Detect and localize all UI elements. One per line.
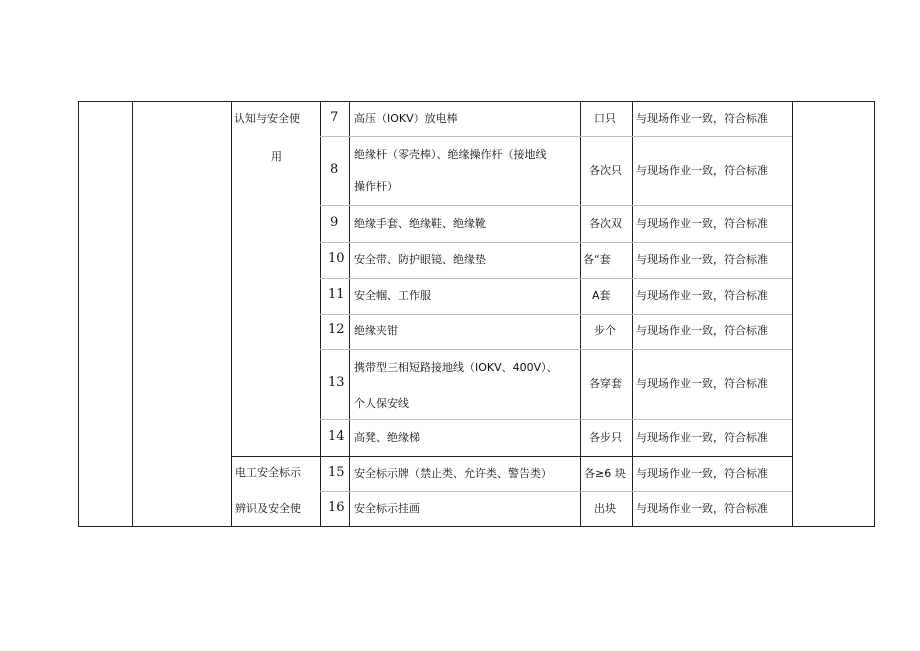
item-name: 绝缘手套、绝缘鞋、绝缘靴 bbox=[354, 217, 486, 230]
row-number: 9 bbox=[330, 215, 339, 230]
requirement: 与现场作业一致，符合标准 bbox=[636, 502, 768, 515]
quantity: 各次只 bbox=[589, 164, 622, 177]
category-label: 辨识及安全使 bbox=[235, 502, 301, 515]
item-name: 携带型三相短路接地线（IOKV、400V）、 bbox=[354, 361, 558, 374]
table-left-border bbox=[78, 101, 79, 527]
quantity: 各步只 bbox=[589, 431, 622, 444]
quantity: 步个 bbox=[594, 324, 616, 337]
row-divider bbox=[320, 242, 792, 243]
row-number: 12 bbox=[328, 322, 345, 337]
requirement: 与现场作业一致，符合标准 bbox=[636, 112, 768, 125]
row-divider bbox=[320, 205, 792, 206]
quantity: 口只 bbox=[594, 112, 616, 125]
requirement: 与现场作业一致，符合标准 bbox=[636, 253, 768, 266]
quantity: 各次双 bbox=[589, 217, 622, 230]
category-label: 认知与安全使 bbox=[234, 112, 300, 125]
item-name: 绝缘夹钳 bbox=[354, 324, 398, 337]
quantity: 出块 bbox=[594, 502, 616, 515]
row-number: 7 bbox=[330, 110, 339, 125]
row-divider bbox=[320, 419, 792, 420]
row-divider bbox=[320, 278, 792, 279]
table-top-border bbox=[78, 101, 875, 102]
item-name: 操作杆） bbox=[354, 180, 398, 193]
row-number: 14 bbox=[328, 429, 345, 444]
table-right-border bbox=[874, 101, 875, 527]
quantity: 各穿套 bbox=[589, 377, 622, 390]
category-label: 电工安全标示 bbox=[235, 466, 301, 479]
column-divider bbox=[792, 101, 793, 527]
row-divider bbox=[320, 491, 792, 492]
row-number: 10 bbox=[328, 251, 345, 266]
item-name: 高凳、绝缘梯 bbox=[354, 431, 420, 444]
item-name: 安全帼、工作服 bbox=[354, 289, 431, 302]
row-number: 13 bbox=[328, 375, 345, 390]
column-divider bbox=[132, 101, 133, 527]
table-bottom-border bbox=[78, 526, 875, 527]
row-divider bbox=[231, 456, 792, 457]
requirement: 与现场作业一致，符合标准 bbox=[636, 324, 768, 337]
requirement: 与现场作业一致，符合标准 bbox=[636, 431, 768, 444]
category-label: 用 bbox=[271, 150, 282, 163]
quantity: A套 bbox=[592, 289, 611, 302]
column-divider bbox=[231, 101, 232, 527]
item-name: 高压（IOKV）放电棒 bbox=[354, 112, 458, 125]
item-name: 绝缘杆（零壳棒）、绝缘操作杆（接地线 bbox=[354, 148, 547, 161]
requirement: 与现场作业一致，符合标准 bbox=[636, 377, 768, 390]
item-name: 安全标示牌（禁止类、允许类、警告类） bbox=[354, 467, 552, 480]
row-number: 11 bbox=[328, 287, 345, 302]
item-name: 安全带、防护眼镜、绝缘垫 bbox=[354, 253, 486, 266]
quantity: 各≥6 块 bbox=[584, 467, 626, 480]
row-divider bbox=[320, 136, 792, 137]
requirement: 与现场作业一致，符合标准 bbox=[636, 289, 768, 302]
requirement: 与现场作业一致，符合标准 bbox=[636, 217, 768, 230]
row-divider bbox=[320, 314, 792, 315]
row-number: 15 bbox=[328, 465, 345, 480]
row-number: 8 bbox=[330, 162, 339, 177]
row-number: 16 bbox=[328, 500, 345, 515]
quantity: 各“套 bbox=[583, 253, 611, 266]
requirement: 与现场作业一致，符合标准 bbox=[636, 467, 768, 480]
item-name: 个人保安线 bbox=[354, 397, 409, 410]
requirement: 与现场作业一致，符合标准 bbox=[636, 164, 768, 177]
item-name: 安全标示挂画 bbox=[354, 502, 420, 515]
row-divider bbox=[320, 349, 792, 350]
